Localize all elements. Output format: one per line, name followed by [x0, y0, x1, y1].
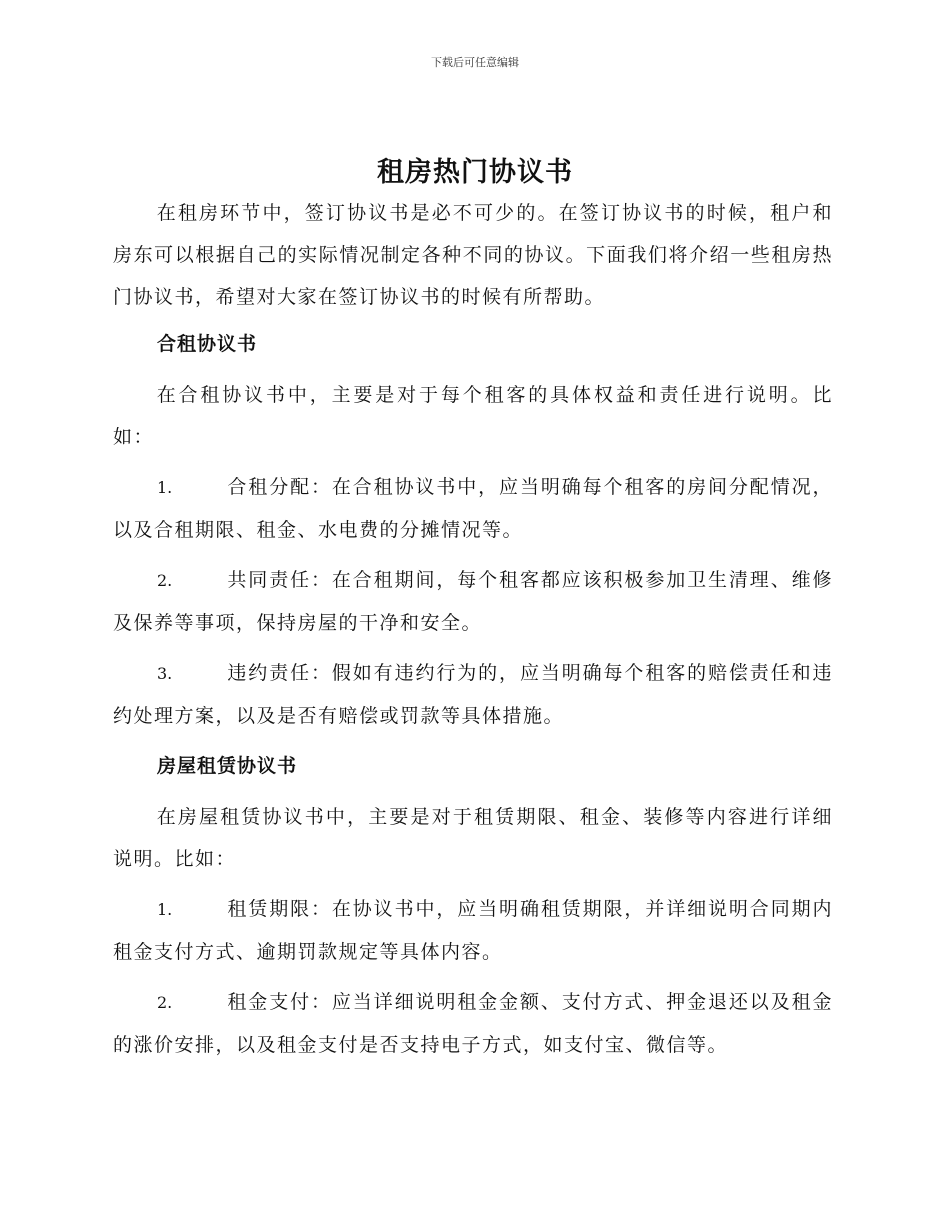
list-item-number: 2. — [157, 571, 173, 590]
list-item-text: 共同责任：在合租期间，每个租客都应该积极参加卫生清理、维修及保养等事项，保持房屋的干净和安全。 — [113, 569, 833, 634]
document-title: 租房热门协议书 — [377, 157, 573, 188]
list-item — [113, 981, 833, 1066]
list-item-text: 违约责任：假如有违约行为的，应当明确每个租客的赔偿责任和违约处理方案，以及是否有赔偿或罚款等具体措施。 — [113, 662, 833, 727]
section-heading-house-lease: 房屋租赁协议书 — [157, 755, 298, 777]
list-item-number: 1. — [157, 900, 173, 919]
list-item-text: 租赁期限：在协议书中，应当明确租赁期限，并详细说明合同期内租金支付方式、逾期罚款规定等具体内容。 — [113, 898, 833, 963]
intro-paragraph: 在租房环节中，签订协议书是必不可少的。在签订协议书的时候，租户和房东可以根据自己的实际情况制定各种不同的协议。下面我们将介绍一些租房热门协议书，希望对大家在签订协议书的时候有所帮助。 — [113, 202, 833, 308]
list-item-text: 合租分配：在合租协议书中，应当明确每个租客的房间分配情况，以及合租期限、租金、水电费的分摊情况等。 — [113, 476, 833, 541]
list-item — [113, 466, 833, 551]
section-heading-shared-rental: 合租协议书 — [157, 333, 258, 355]
list-item-number: 1. — [157, 478, 173, 497]
list-item-number: 3. — [157, 664, 173, 683]
list-item — [113, 559, 833, 644]
list-item — [113, 888, 833, 973]
list-item-number: 2. — [157, 993, 173, 1012]
header-note: 下载后可任意编辑 — [431, 56, 519, 69]
list-item-text: 租金支付：应当详细说明租金金额、支付方式、押金退还以及租金的涨价安排，以及租金支付是否支持电子方式，如支付宝、微信等。 — [113, 991, 833, 1056]
list-item — [113, 652, 833, 737]
document-body — [113, 192, 833, 1074]
section-lead: 在房屋租赁协议书中，主要是对于租赁期限、租金、装修等内容进行详细说明。比如： — [113, 806, 833, 870]
section-lead: 在合租协议书中，主要是对于每个租客的具体权益和责任进行说明。比如： — [113, 384, 833, 448]
